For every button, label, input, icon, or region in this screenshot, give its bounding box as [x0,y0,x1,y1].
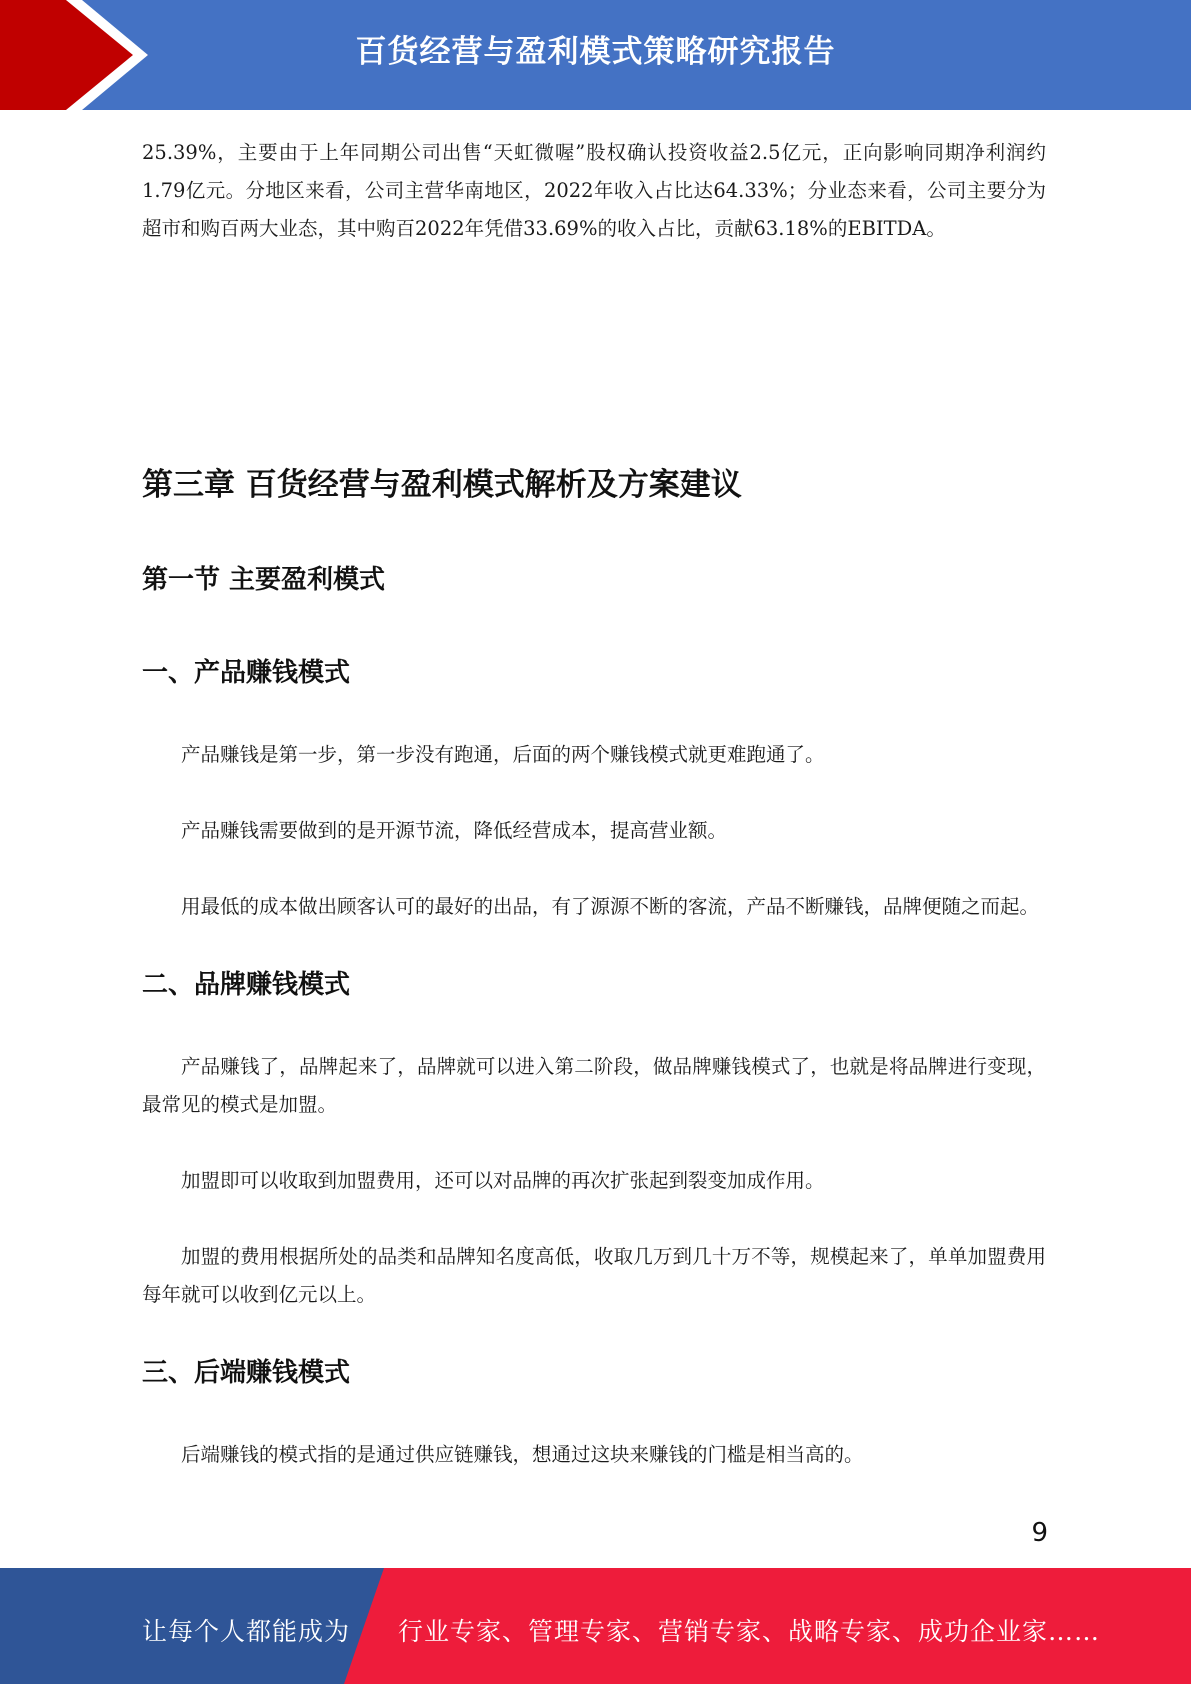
page-header [0,0,1191,110]
chapter-title: 第三章 百货经营与盈利模式解析及方案建议 [142,467,742,503]
subsection-title-backend: 三、后端赚钱模式 [142,1358,351,1388]
footer-slogan-right: 行业专家、管理专家、营销专家、战略专家、成功企业家…… [398,1617,1101,1646]
paragraph: 后端赚钱的模式指的是通过供应链赚钱，想通过这块来赚钱的门槛是相当高的。 [181,1443,864,1466]
subsection-title-product: 一、产品赚钱模式 [142,658,351,688]
paragraph: 加盟的费用根据所处的品类和品牌知名度高低，收取几万到几十万不等，规模起来了，单单加盟费用每年就可以收到亿元以上。 [142,1245,1046,1306]
footer-slogan-left: 让每个人都能成为 [142,1617,351,1646]
report-content [142,134,1046,1474]
paragraph: 用最低的成本做出顾客认可的最好的出品，有了源源不断的客流，产品不断赚钱，品牌便随之而起。 [181,895,1040,918]
paragraph: 加盟即可以收取到加盟费用，还可以对品牌的再次扩张起到裂变加成作用。 [181,1169,825,1192]
page-footer [0,1568,1191,1684]
header-title: 百货经营与盈利模式策略研究报告 [355,34,836,70]
subsection-title-brand: 二、品牌赚钱模式 [142,970,351,1000]
paragraph: 产品赚钱需要做到的是开源节流，降低经营成本，提高营业额。 [181,819,728,842]
page-number: 9 [1031,1518,1048,1548]
intro-paragraph: 25.39%，主要由于上年同期公司出售“天虹微喔”股权确认投资收益2.5亿元，正向影响同期净利润约1.79亿元。分地区来看，公司主营华南地区，2022年收入占比达64.33%；分业态来看，公司主要分为超市和购百两大业态，其中购百2022年凭借33.69%的收入占比，贡献63.18%的EBITDA。 [142,141,1046,240]
paragraph: 产品赚钱了，品牌起来了，品牌就可以进入第二阶段，做品牌赚钱模式了，也就是将品牌进行变现，最常见的模式是加盟。 [142,1055,1046,1116]
section-title: 第一节 主要盈利模式 [142,565,386,595]
paragraph: 产品赚钱是第一步，第一步没有跑通，后面的两个赚钱模式就更难跑通了。 [181,743,825,766]
